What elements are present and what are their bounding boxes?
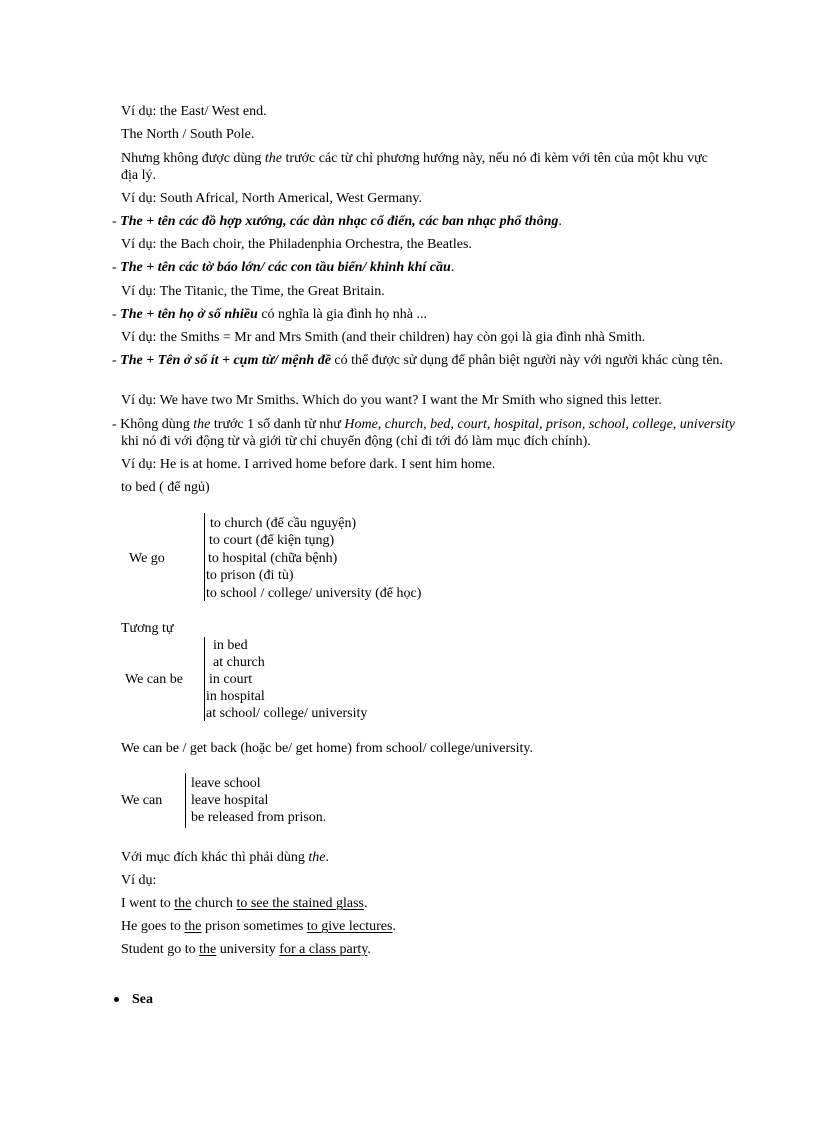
we-can-be-item: at school/ college/ university <box>206 706 368 721</box>
we-go-label: We go <box>129 551 165 566</box>
vidu-label: Ví dụ: <box>121 873 157 888</box>
rule-newspapers-ships: - The + tên các tờ báo lớn/ các con tầu biển/ khinh khí cầu. <box>112 260 455 275</box>
section-heading-sea: Sea <box>132 992 153 1007</box>
example-home: Ví dụ: He is at home. I arrived home before dark. I sent him home. <box>121 457 496 472</box>
rule-choirs-orchestras: - The + tên các đồ hợp xướng, các dàn nhạc cổ điển, các ban nhạc phổ thông. <box>112 214 562 229</box>
we-can-be-bracket <box>204 637 205 721</box>
we-can-be-label: We can be <box>125 672 183 687</box>
we-go-item: to church (để cầu nguyện) <box>210 516 357 531</box>
we-can-be-item: in hospital <box>206 689 265 704</box>
tuong-tu-heading: Tương tự <box>121 621 174 636</box>
we-can-item: leave school <box>191 776 261 791</box>
note-direction: Nhưng không được dùng the trước các từ chỉ phương hướng này, nếu nó đi kèm với tên của một khu vực địa lý. <box>121 151 708 183</box>
example-orchestras: Ví dụ: the Bach choir, the Philadenphia Orchestra, the Beatles. <box>121 237 472 252</box>
example-mr-smith: Ví dụ: We have two Mr Smiths. Which do you want? I want the Mr Smith who signed this letter. <box>121 393 662 408</box>
example-university: Student go to the university for a class party. <box>121 942 371 957</box>
rule-no-the: - Không dùng the trước 1 số danh từ như Home, church, bed, court, hospital, prison, school, college, university khi nó đi với động từ và giới từ chỉ chuyển động (chỉ đi tới đó làm mục đích chính). <box>112 417 736 449</box>
we-can-bracket <box>185 773 186 828</box>
rule-singular-name-clause: - The + Tên ở số ít + cụm từ/ mệnh đề có thể được sử dụng để phân biệt người này với người khác cùng tên. <box>112 353 723 368</box>
we-can-item: be released from prison. <box>191 810 327 825</box>
we-go-item: to hospital (chữa bệnh) <box>208 551 338 566</box>
example-prison: He goes to the prison sometimes to give lectures. <box>121 919 396 934</box>
rule-family-names: - The + tên họ ở số nhiều có nghĩa là gia đình họ nhà ... <box>112 307 427 322</box>
example-north-south: The North / South Pole. <box>121 127 255 142</box>
we-can-label: We can <box>121 793 163 808</box>
we-can-item: leave hospital <box>191 793 269 808</box>
example-regions: Ví dụ: South Africal, North Americal, West Germany. <box>121 191 422 206</box>
bullet-icon <box>114 997 119 1002</box>
we-go-item: to court (để kiện tụng) <box>209 533 335 548</box>
we-go-item: to school / college/ university (để học) <box>206 586 422 601</box>
to-bed-line: to bed ( để ngủ) <box>121 480 210 495</box>
we-go-item: to prison (đi tù) <box>206 568 294 583</box>
we-can-be-item: in bed <box>213 638 248 653</box>
get-back-line: We can be / get back (hoặc be/ get home) from school/ college/university. <box>121 741 533 756</box>
example-smiths: Ví dụ: the Smiths = Mr and Mrs Smith (and their children) hay còn gọi là gia đình nhà Smith. <box>121 330 646 345</box>
we-can-be-item: at church <box>213 655 265 670</box>
example-church: I went to the church to see the stained glass. <box>121 896 368 911</box>
example-ships: Ví dụ: The Titanic, the Time, the Great Britain. <box>121 284 385 299</box>
we-go-bracket <box>204 513 205 601</box>
example-east-west: Ví dụ: the East/ West end. <box>121 104 267 119</box>
we-can-be-item: in court <box>209 672 253 687</box>
other-purpose-line: Với mục đích khác thì phải dùng the. <box>121 850 330 865</box>
